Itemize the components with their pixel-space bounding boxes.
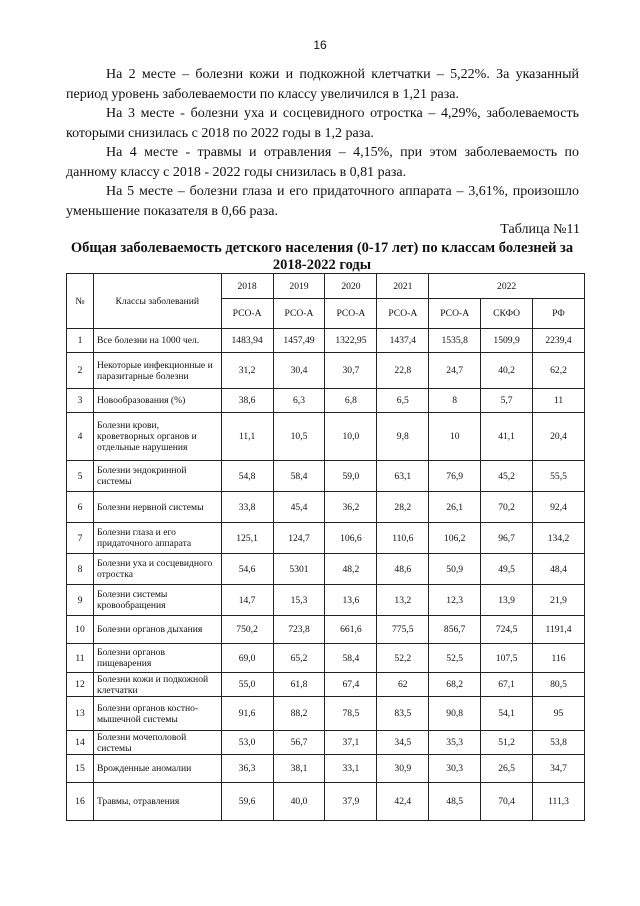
value-cell: 5,7 (481, 389, 533, 413)
value-cell: 59,0 (325, 461, 377, 492)
value-cell: 30,7 (325, 353, 377, 389)
header-year-2021: 2021 (377, 274, 429, 299)
value-cell: 65,2 (273, 644, 325, 673)
value-cell: 54,1 (481, 697, 533, 731)
row-number: 7 (67, 523, 94, 554)
value-cell: 26,5 (481, 755, 533, 783)
value-cell: 58,4 (273, 461, 325, 492)
value-cell: 750,2 (221, 616, 273, 644)
subheader-district: СКФО (481, 299, 533, 329)
value-cell: 48,2 (325, 554, 377, 585)
value-cell: 10,0 (325, 413, 377, 461)
value-cell: 9,8 (377, 413, 429, 461)
value-cell: 116 (533, 644, 585, 673)
value-cell: 724,5 (481, 616, 533, 644)
value-cell: 69,0 (221, 644, 273, 673)
subheader-region: РСО-А (221, 299, 273, 329)
value-cell: 6,8 (325, 389, 377, 413)
subheader-country: РФ (533, 299, 585, 329)
value-cell: 1191,4 (533, 616, 585, 644)
table-row (67, 644, 585, 673)
value-cell: 125,1 (221, 523, 273, 554)
value-cell: 67,1 (481, 673, 533, 697)
value-cell: 67,4 (325, 673, 377, 697)
value-cell: 12,3 (429, 585, 481, 616)
table-row (67, 616, 585, 644)
value-cell: 110,6 (377, 523, 429, 554)
table-row (67, 783, 585, 821)
table-row (67, 585, 585, 616)
row-number: 2 (67, 353, 94, 389)
value-cell: 111,3 (533, 783, 585, 821)
value-cell: 723,8 (273, 616, 325, 644)
value-cell: 76,9 (429, 461, 481, 492)
disease-class-name: Болезни эндокринной системы (93, 461, 221, 492)
value-cell: 37,1 (325, 731, 377, 755)
value-cell: 42,4 (377, 783, 429, 821)
table-row (67, 731, 585, 755)
header-class: Классы заболеваний (93, 274, 221, 329)
value-cell: 40,0 (273, 783, 325, 821)
header-year-2020: 2020 (325, 274, 377, 299)
value-cell: 13,9 (481, 585, 533, 616)
value-cell: 20,4 (533, 413, 585, 461)
value-cell: 1322,95 (325, 329, 377, 353)
value-cell: 124,7 (273, 523, 325, 554)
value-cell: 661,6 (325, 616, 377, 644)
value-cell: 58,4 (325, 644, 377, 673)
row-number: 6 (67, 492, 94, 523)
value-cell: 35,3 (429, 731, 481, 755)
value-cell: 59,6 (221, 783, 273, 821)
value-cell: 61,8 (273, 673, 325, 697)
value-cell: 31,2 (221, 353, 273, 389)
disease-class-name: Врожденные аномалии (93, 755, 221, 783)
value-cell: 37,9 (325, 783, 377, 821)
disease-class-name: Болезни уха и сосцевидного отростка (93, 554, 221, 585)
table-title: Общая заболеваемость детского населения (0-17 лет) по классам болезней за 2018-2022 годы (70, 240, 574, 273)
header-year-2022: 2022 (429, 274, 585, 299)
subheader-region: РСО-А (273, 299, 325, 329)
subheader-region: РСО-А (325, 299, 377, 329)
disease-class-name: Болезни крови, кроветворных органов и отдельные нарушения (93, 413, 221, 461)
value-cell: 2239,4 (533, 329, 585, 353)
value-cell: 775,5 (377, 616, 429, 644)
table-row (67, 554, 585, 585)
disease-class-name: Болезни органов дыхания (93, 616, 221, 644)
header-year-2018: 2018 (221, 274, 273, 299)
value-cell: 48,5 (429, 783, 481, 821)
value-cell: 14,7 (221, 585, 273, 616)
value-cell: 1535,8 (429, 329, 481, 353)
table-row (67, 329, 585, 353)
disease-class-name: Все болезни на 1000 чел. (93, 329, 221, 353)
value-cell: 80,5 (533, 673, 585, 697)
value-cell: 62 (377, 673, 429, 697)
value-cell: 15,3 (273, 585, 325, 616)
value-cell: 63,1 (377, 461, 429, 492)
value-cell: 48,6 (377, 554, 429, 585)
value-cell: 13,6 (325, 585, 377, 616)
value-cell: 51,2 (481, 731, 533, 755)
value-cell: 134,2 (533, 523, 585, 554)
value-cell: 28,2 (377, 492, 429, 523)
value-cell: 11 (533, 389, 585, 413)
paragraph-1: На 2 месте – болезни кожи и подкожной клетчатки – 5,22%. За указанный период уровень заболеваемости по классу увеличился в 1,21 раза. (66, 67, 579, 102)
value-cell: 55,0 (221, 673, 273, 697)
value-cell: 21,9 (533, 585, 585, 616)
value-cell: 1457,49 (273, 329, 325, 353)
value-cell: 1509,9 (481, 329, 533, 353)
value-cell: 107,5 (481, 644, 533, 673)
value-cell: 70,4 (481, 783, 533, 821)
value-cell: 52,2 (377, 644, 429, 673)
subheader-region: РСО-А (429, 299, 481, 329)
value-cell: 38,1 (273, 755, 325, 783)
row-number: 3 (67, 389, 94, 413)
value-cell: 91,6 (221, 697, 273, 731)
value-cell: 50,9 (429, 554, 481, 585)
value-cell: 36,2 (325, 492, 377, 523)
row-number: 9 (67, 585, 94, 616)
value-cell: 6,3 (273, 389, 325, 413)
value-cell: 54,8 (221, 461, 273, 492)
value-cell: 106,2 (429, 523, 481, 554)
disease-class-name: Болезни мочеполовой системы (93, 731, 221, 755)
value-cell: 6,5 (377, 389, 429, 413)
value-cell: 856,7 (429, 616, 481, 644)
value-cell: 33,8 (221, 492, 273, 523)
value-cell: 36,3 (221, 755, 273, 783)
table-row (67, 389, 585, 413)
row-number: 13 (67, 697, 94, 731)
disease-class-name: Некоторые инфекционные и паразитарные болезни (93, 353, 221, 389)
value-cell: 11,1 (221, 413, 273, 461)
value-cell: 45,4 (273, 492, 325, 523)
row-number: 4 (67, 413, 94, 461)
value-cell: 49,5 (481, 554, 533, 585)
table-row (67, 461, 585, 492)
row-number: 12 (67, 673, 94, 697)
disease-class-name: Болезни нервной системы (93, 492, 221, 523)
disease-class-name: Болезни органов костно-мышечной системы (93, 697, 221, 731)
value-cell: 68,2 (429, 673, 481, 697)
row-number: 15 (67, 755, 94, 783)
value-cell: 56,7 (273, 731, 325, 755)
value-cell: 41,1 (481, 413, 533, 461)
subheader-region: РСО-А (377, 299, 429, 329)
value-cell: 30,3 (429, 755, 481, 783)
value-cell: 40,2 (481, 353, 533, 389)
value-cell: 62,2 (533, 353, 585, 389)
value-cell: 38,6 (221, 389, 273, 413)
paragraph-3: На 4 месте - травмы и отравления – 4,15%, при этом заболеваемость по данному классу с 2018 - 2022 годы снизилась в 0,81 раза. (66, 145, 579, 180)
value-cell: 90,8 (429, 697, 481, 731)
value-cell: 48,4 (533, 554, 585, 585)
value-cell: 52,5 (429, 644, 481, 673)
value-cell: 106,6 (325, 523, 377, 554)
value-cell: 53,0 (221, 731, 273, 755)
disease-class-name: Болезни глаза и его придаточного аппарата (93, 523, 221, 554)
value-cell: 95 (533, 697, 585, 731)
disease-class-name: Новообразования (%) (93, 389, 221, 413)
value-cell: 70,2 (481, 492, 533, 523)
value-cell: 45,2 (481, 461, 533, 492)
value-cell: 5301 (273, 554, 325, 585)
morbidity-table (66, 273, 585, 821)
row-number: 5 (67, 461, 94, 492)
table-row (67, 755, 585, 783)
value-cell: 13,2 (377, 585, 429, 616)
value-cell: 1483,94 (221, 329, 273, 353)
table-row (67, 523, 585, 554)
value-cell: 33,1 (325, 755, 377, 783)
table-row (67, 413, 585, 461)
disease-class-name: Болезни органов пищеварения (93, 644, 221, 673)
paragraph-2: На 3 месте - болезни уха и сосцевидного отростка – 4,29%, заболеваемость которыми снизилась с 2018 по 2022 годы в 1,2 раза. (66, 106, 579, 141)
table-row (67, 673, 585, 697)
header-number: № (67, 274, 94, 329)
value-cell: 1437,4 (377, 329, 429, 353)
row-number: 10 (67, 616, 94, 644)
value-cell: 24,7 (429, 353, 481, 389)
value-cell: 54,6 (221, 554, 273, 585)
value-cell: 30,9 (377, 755, 429, 783)
table-row (67, 697, 585, 731)
value-cell: 10 (429, 413, 481, 461)
table-row (67, 492, 585, 523)
header-year-2019: 2019 (273, 274, 325, 299)
disease-class-name: Болезни кожи и подкожной клетчатки (93, 673, 221, 697)
page-number: 16 (313, 38, 327, 52)
row-number: 8 (67, 554, 94, 585)
value-cell: 22,8 (377, 353, 429, 389)
value-cell: 96,7 (481, 523, 533, 554)
value-cell: 34,7 (533, 755, 585, 783)
row-number: 11 (67, 644, 94, 673)
value-cell: 26,1 (429, 492, 481, 523)
paragraph-4: На 5 месте – болезни глаза и его придаточного аппарата – 3,61%, произошло уменьшение показателя в 0,66 раза. (66, 184, 579, 219)
value-cell: 92,4 (533, 492, 585, 523)
row-number: 16 (67, 783, 94, 821)
table-row (67, 353, 585, 389)
value-cell: 55,5 (533, 461, 585, 492)
value-cell: 30,4 (273, 353, 325, 389)
value-cell: 78,5 (325, 697, 377, 731)
disease-class-name: Травмы, отравления (93, 783, 221, 821)
value-cell: 8 (429, 389, 481, 413)
row-number: 14 (67, 731, 94, 755)
row-number: 1 (67, 329, 94, 353)
value-cell: 34,5 (377, 731, 429, 755)
value-cell: 53,8 (533, 731, 585, 755)
value-cell: 83,5 (377, 697, 429, 731)
value-cell: 88,2 (273, 697, 325, 731)
disease-class-name: Болезни системы кровообращения (93, 585, 221, 616)
value-cell: 10,5 (273, 413, 325, 461)
table-label: Таблица №11 (500, 222, 580, 237)
